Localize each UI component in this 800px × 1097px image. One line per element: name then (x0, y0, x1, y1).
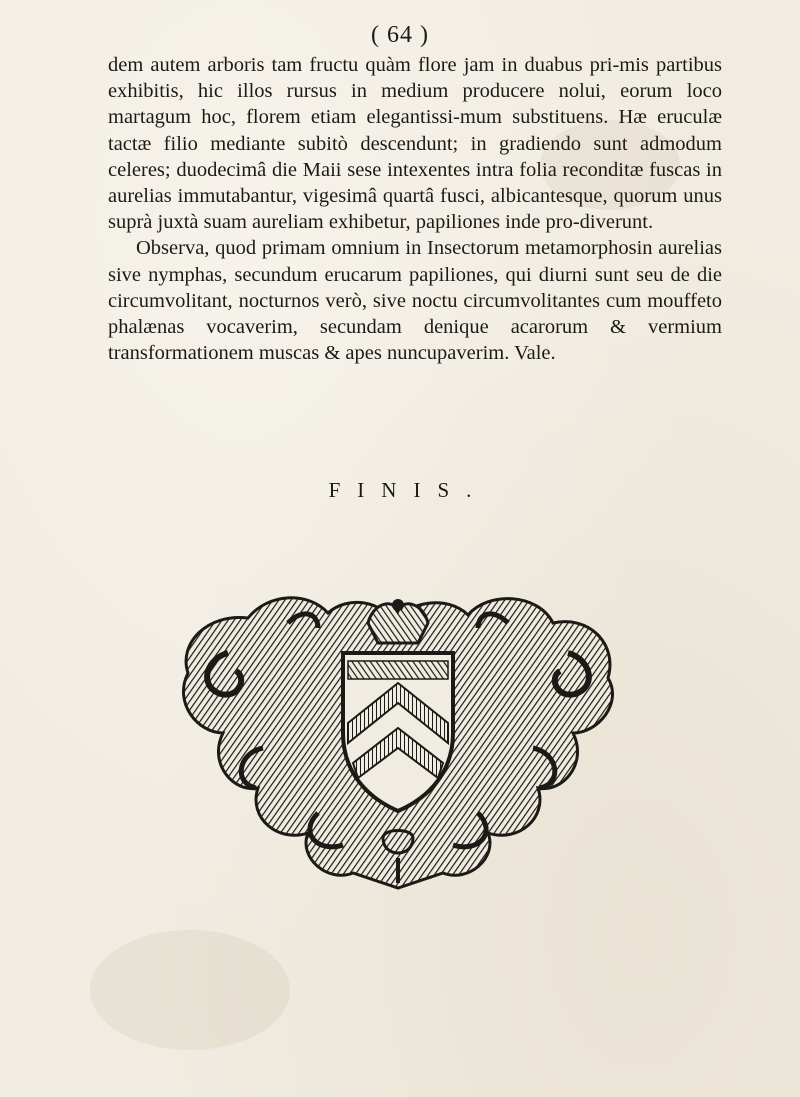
paragraph-1: dem autem arboris tam fructu quàm flore jam in duabus pri-mis partibus exhibitis, hic illos rursus in medium producere nolui, eorum loco martagum hoc, florem etiam elegantissi-mum substituens. Hæ eruculæ tactæ filio mediante subitò descendunt; in gradiendo sunt admodum celeres; duodecimâ die Maii sese intexentes intra folia reconditæ fuscas in aurelias immutabantur, vigesimâ quartâ fusci, albicantesque, quorum unus suprà juxtà suam aureliam exhibetur, papiliones inde pro-diverunt. (108, 54, 722, 234)
paper-stain (90, 930, 290, 1050)
paragraph-2: Observa, quod primam omnium in Insectorum metamorphosin aurelias sive nymphas, secundum erucarum papiliones, qui diurni sunt seu de die circumvolitant, nocturnos verò, sive noctu circumvolitantes cum mouffeto phalænas vocaverim, secundam denique acarorum & vermium transformationem muscas & apes nuncupaverim. Vale. (108, 237, 722, 365)
finis-heading: FINIS. (328, 478, 489, 502)
body-text (108, 52, 722, 366)
woodcut-tailpiece-ornament (168, 583, 628, 893)
page-number: ( 64 ) (371, 22, 429, 48)
